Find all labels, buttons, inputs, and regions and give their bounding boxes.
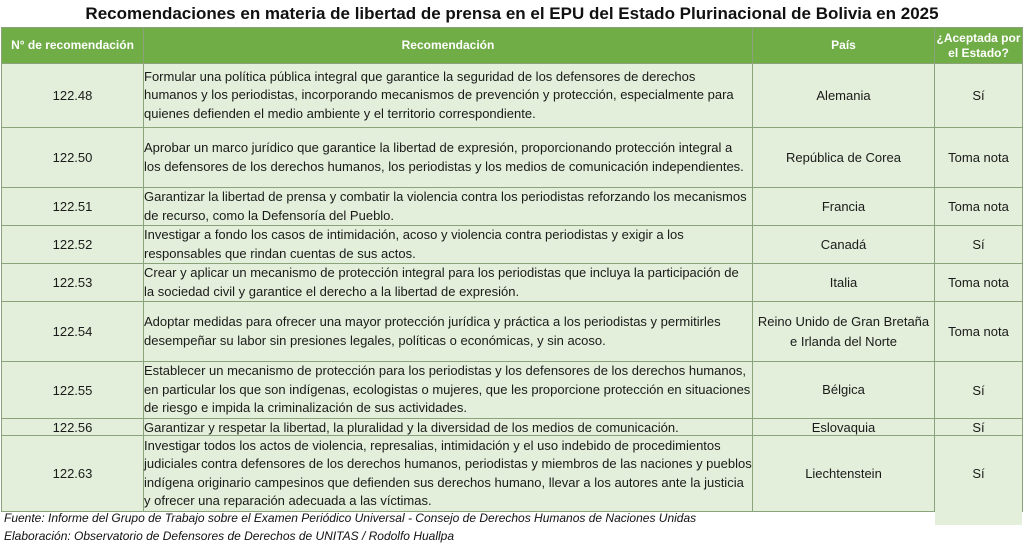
row-recommendation: Establecer un mecanismo de protección para los periodistas y los defensores de los derechos humanos, en particular los que son indígenas, ecologistas o mujeres, que les proporcione protección en situaciones de riesgo e impida la criminalización de sus actividades.: [144, 362, 753, 419]
row-num: 122.50: [2, 128, 144, 188]
table-row: [2, 419, 1023, 436]
table-row: [2, 362, 1023, 419]
row-recommendation: Garantizar la libertad de prensa y combatir la violencia contra los periodistas reforzando los mecanismos de recurso, como la Defensoría del Pueblo.: [144, 188, 753, 226]
row-country: Alemania: [753, 64, 935, 128]
header-recommendation: Recomendación: [144, 28, 753, 64]
row-accepted: Toma nota: [935, 128, 1023, 188]
row-recommendation: Adoptar medidas para ofrecer una mayor protección jurídica y práctica a los periodistas y permitirles desempeñar su labor sin presiones legales, políticas o económicas, y sin acoso.: [144, 302, 753, 362]
row-country: Bélgica: [753, 362, 935, 419]
row-num: 122.52: [2, 226, 144, 264]
row-country: Liechtenstein: [753, 436, 935, 512]
header-accepted: [935, 28, 1023, 64]
row-accepted: Sí: [935, 226, 1023, 264]
row-country: [753, 302, 935, 362]
row-country-line1: Reino Unido de Gran Bretaña: [757, 313, 930, 329]
row-num: 122.53: [2, 264, 144, 302]
row-num: 122.51: [2, 188, 144, 226]
elaboration-note: Elaboración: Observatorio de Defensores de Derechos de UNITAS / Rodolfo Huallpa: [4, 529, 455, 543]
row-num: 122.55: [2, 362, 144, 419]
page-title: Recomendaciones en materia de libertad de prensa en el EPU del Estado Plurinacional de Bolivia en 2025: [85, 4, 939, 23]
row-accepted: Sí: [935, 64, 1023, 128]
row-num: 122.48: [2, 64, 144, 128]
row-num: 122.54: [2, 302, 144, 362]
table-row: [2, 436, 1023, 512]
row-accepted: Sí: [935, 362, 1023, 419]
row-country-line2: e Irlanda del Norte: [790, 333, 897, 349]
row-accepted: Sí: [935, 436, 1023, 512]
header-country: País: [753, 28, 935, 64]
table-row: [2, 188, 1023, 226]
row-country: República de Corea: [753, 128, 935, 188]
recommendations-table: [1, 27, 1023, 512]
row-recommendation: Crear y aplicar un mecanismo de protección integral para los periodistas que incluya la participación de la sociedad civil y garantice el derecho a la libertad de expresión.: [144, 264, 753, 302]
row-country: Italia: [753, 264, 935, 302]
row-recommendation: Investigar a fondo los casos de intimidación, acoso y violencia contra periodistas y exigir a los responsables que rindan cuentas de sus actos.: [144, 226, 753, 264]
table-row: [2, 64, 1023, 128]
row-recommendation: Formular una política pública integral que garantice la seguridad de los defensores de derechos humanos y los periodistas, incorporando mecanismos de prevención y protección, especialmente para quienes defienden el medio ambiente y el territorio correspondiente.: [144, 64, 753, 128]
header-accepted-line2: el Estado?: [948, 45, 1009, 60]
row-accepted: Toma nota: [935, 264, 1023, 302]
row-recommendation: Aprobar un marco jurídico que garantice la libertad de expresión, proporcionando protección integral a los defensores de los derechos humanos, los periodistas y los medios de comunicación independientes.: [144, 128, 753, 188]
source-note: Fuente: Informe del Grupo de Trabajo sobre el Examen Periódico Universal - Consejo de Derechos Humanos de Naciones Unidas: [4, 511, 697, 525]
table-row: [2, 226, 1023, 264]
table-header-row: [2, 28, 1023, 64]
table-row: [2, 128, 1023, 188]
row-recommendation: Garantizar y respetar la libertad, la pluralidad y la diversidad de los medios de comunicación.: [144, 419, 753, 436]
table-row: [2, 264, 1023, 302]
table-row: [2, 302, 1023, 362]
row-country: Canadá: [753, 226, 935, 264]
header-accepted-line1: ¿Aceptada por: [936, 30, 1021, 45]
header-num: N° de recomendación: [2, 28, 144, 64]
row-country: Eslovaquia: [753, 419, 935, 436]
row-num: 122.63: [2, 436, 144, 512]
row-num: 122.56: [2, 419, 144, 436]
footer-accent-cell: [935, 508, 1022, 525]
row-accepted: Toma nota: [935, 188, 1023, 226]
row-recommendation: Investigar todos los actos de violencia, represalias, intimidación y el uso indebido de procedimientos judiciales contra defensores de los derechos humanos, periodistas y miembros de las naciones y pueblos indígena originario campesinos que defienden sus derechos humano, llevar a los autores ante la justicia y ofrecer una reparación adecuada a las víctimas.: [144, 436, 753, 512]
row-country: Francia: [753, 188, 935, 226]
row-accepted: Sí: [935, 419, 1023, 436]
row-accepted: Toma nota: [935, 302, 1023, 362]
